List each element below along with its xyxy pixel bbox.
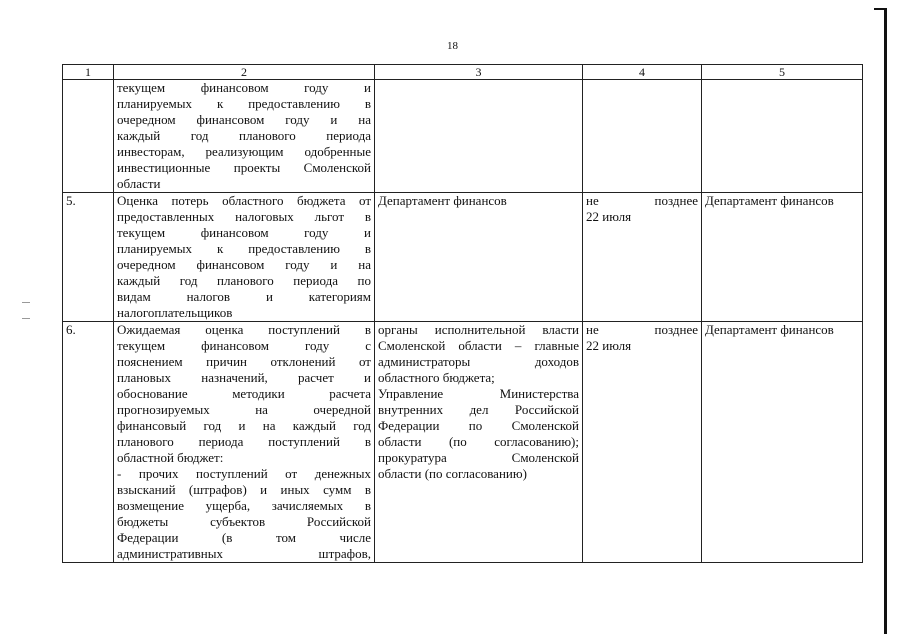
- deadline: [583, 80, 702, 193]
- header-col-3: 3: [375, 65, 583, 80]
- deadline: [583, 322, 702, 563]
- measure-text: [114, 80, 375, 193]
- executor: [375, 80, 583, 193]
- text-line: Оценка потерь областного бюджета от: [117, 193, 371, 208]
- header-col-4: 4: [583, 65, 702, 80]
- text-line: прогнозируемых на очередной: [117, 402, 371, 417]
- text-line: налогоплательщиков: [117, 305, 233, 320]
- text-line: очередном финансовом году и на: [117, 112, 371, 127]
- text-line: не позднее: [586, 193, 698, 208]
- scan-edge-bar: [884, 8, 887, 634]
- text-line: финансовый год и на каждый год: [117, 418, 371, 433]
- deadline: [583, 193, 702, 322]
- text-line: административных штрафов,: [117, 546, 371, 561]
- text-line: Департамент финансов: [705, 322, 834, 337]
- text-line: - прочих поступлений от денежных: [117, 466, 371, 481]
- text-line: каждый год планового периода: [117, 128, 371, 143]
- row-number: 5.: [63, 193, 114, 322]
- measure-text: [114, 193, 375, 322]
- page-number: 18: [447, 40, 458, 52]
- text-line: видам налогов и категориям: [117, 289, 371, 304]
- text-line: Управление Министерства: [378, 386, 579, 401]
- text-line: не позднее: [586, 322, 698, 337]
- recipient: [702, 80, 863, 193]
- measure-text: [114, 322, 375, 563]
- text-line: области (по согласованию): [378, 466, 527, 481]
- text-line: Департамент финансов: [378, 193, 507, 208]
- table-row: [63, 80, 863, 193]
- text-line: органы исполнительной власти: [378, 322, 579, 337]
- text-line: возмещение ущерба, зачисляемых в: [117, 498, 371, 513]
- text-line: планируемых к предоставлению в: [117, 241, 371, 256]
- text-line: обоснование методики расчета: [117, 386, 371, 401]
- header-col-2: 2: [114, 65, 375, 80]
- text-line: текущем финансовом году и: [117, 80, 371, 95]
- text-line: пояснением причин отклонений от: [117, 354, 371, 369]
- executor: [375, 322, 583, 563]
- header-col-5: 5: [702, 65, 863, 80]
- text-line: текущем финансовом году с: [117, 338, 371, 353]
- text-line: 22 июля: [586, 209, 632, 224]
- recipient: [702, 322, 863, 563]
- text-line: планируемых к предоставлению в: [117, 96, 371, 111]
- text-line: планового периода поступлений в: [117, 434, 371, 449]
- text-line: прокуратура Смоленской: [378, 450, 579, 465]
- text-line: плановых назначений, расчет и: [117, 370, 371, 385]
- text-line: инвесторам, реализующим одобренные: [117, 144, 371, 159]
- text-line: текущем финансовом году и: [117, 225, 371, 240]
- margin-mark: [22, 302, 30, 303]
- table-header-row: [63, 65, 863, 80]
- table-row: [63, 193, 863, 322]
- text-line: области (по согласованию);: [378, 434, 579, 449]
- text-line: Смоленской области – главные: [378, 338, 579, 353]
- text-line: областного бюджета;: [378, 370, 495, 385]
- text-line: предоставленных налоговых льгот в: [117, 209, 371, 224]
- margin-mark: [22, 318, 30, 319]
- text-line: очередном финансовом году и на: [117, 257, 371, 272]
- text-line: инвестиционные проекты Смоленской: [117, 160, 371, 175]
- text-line: областной бюджет:: [117, 450, 224, 465]
- recipient: [702, 193, 863, 322]
- table-row: [63, 322, 863, 563]
- row-number: [63, 80, 114, 193]
- text-line: взысканий (штрафов) и иных сумм в: [117, 482, 371, 497]
- text-line: Федерации по Смоленской: [378, 418, 579, 433]
- text-line: администраторы доходов: [378, 354, 579, 369]
- text-line: 22 июля: [586, 338, 632, 353]
- row-number: 6.: [63, 322, 114, 563]
- text-line: Ожидаемая оценка поступлений в: [117, 322, 371, 337]
- plan-table: [62, 64, 863, 563]
- text-line: области: [117, 176, 161, 191]
- executor: [375, 193, 583, 322]
- text-line: бюджеты субъектов Российской: [117, 514, 371, 529]
- text-line: Департамент финансов: [705, 193, 834, 208]
- text-line: Федерации (в том числе: [117, 530, 371, 545]
- text-line: внутренних дел Российской: [378, 402, 579, 417]
- text-line: каждый год планового периода по: [117, 273, 371, 288]
- header-col-1: 1: [63, 65, 114, 80]
